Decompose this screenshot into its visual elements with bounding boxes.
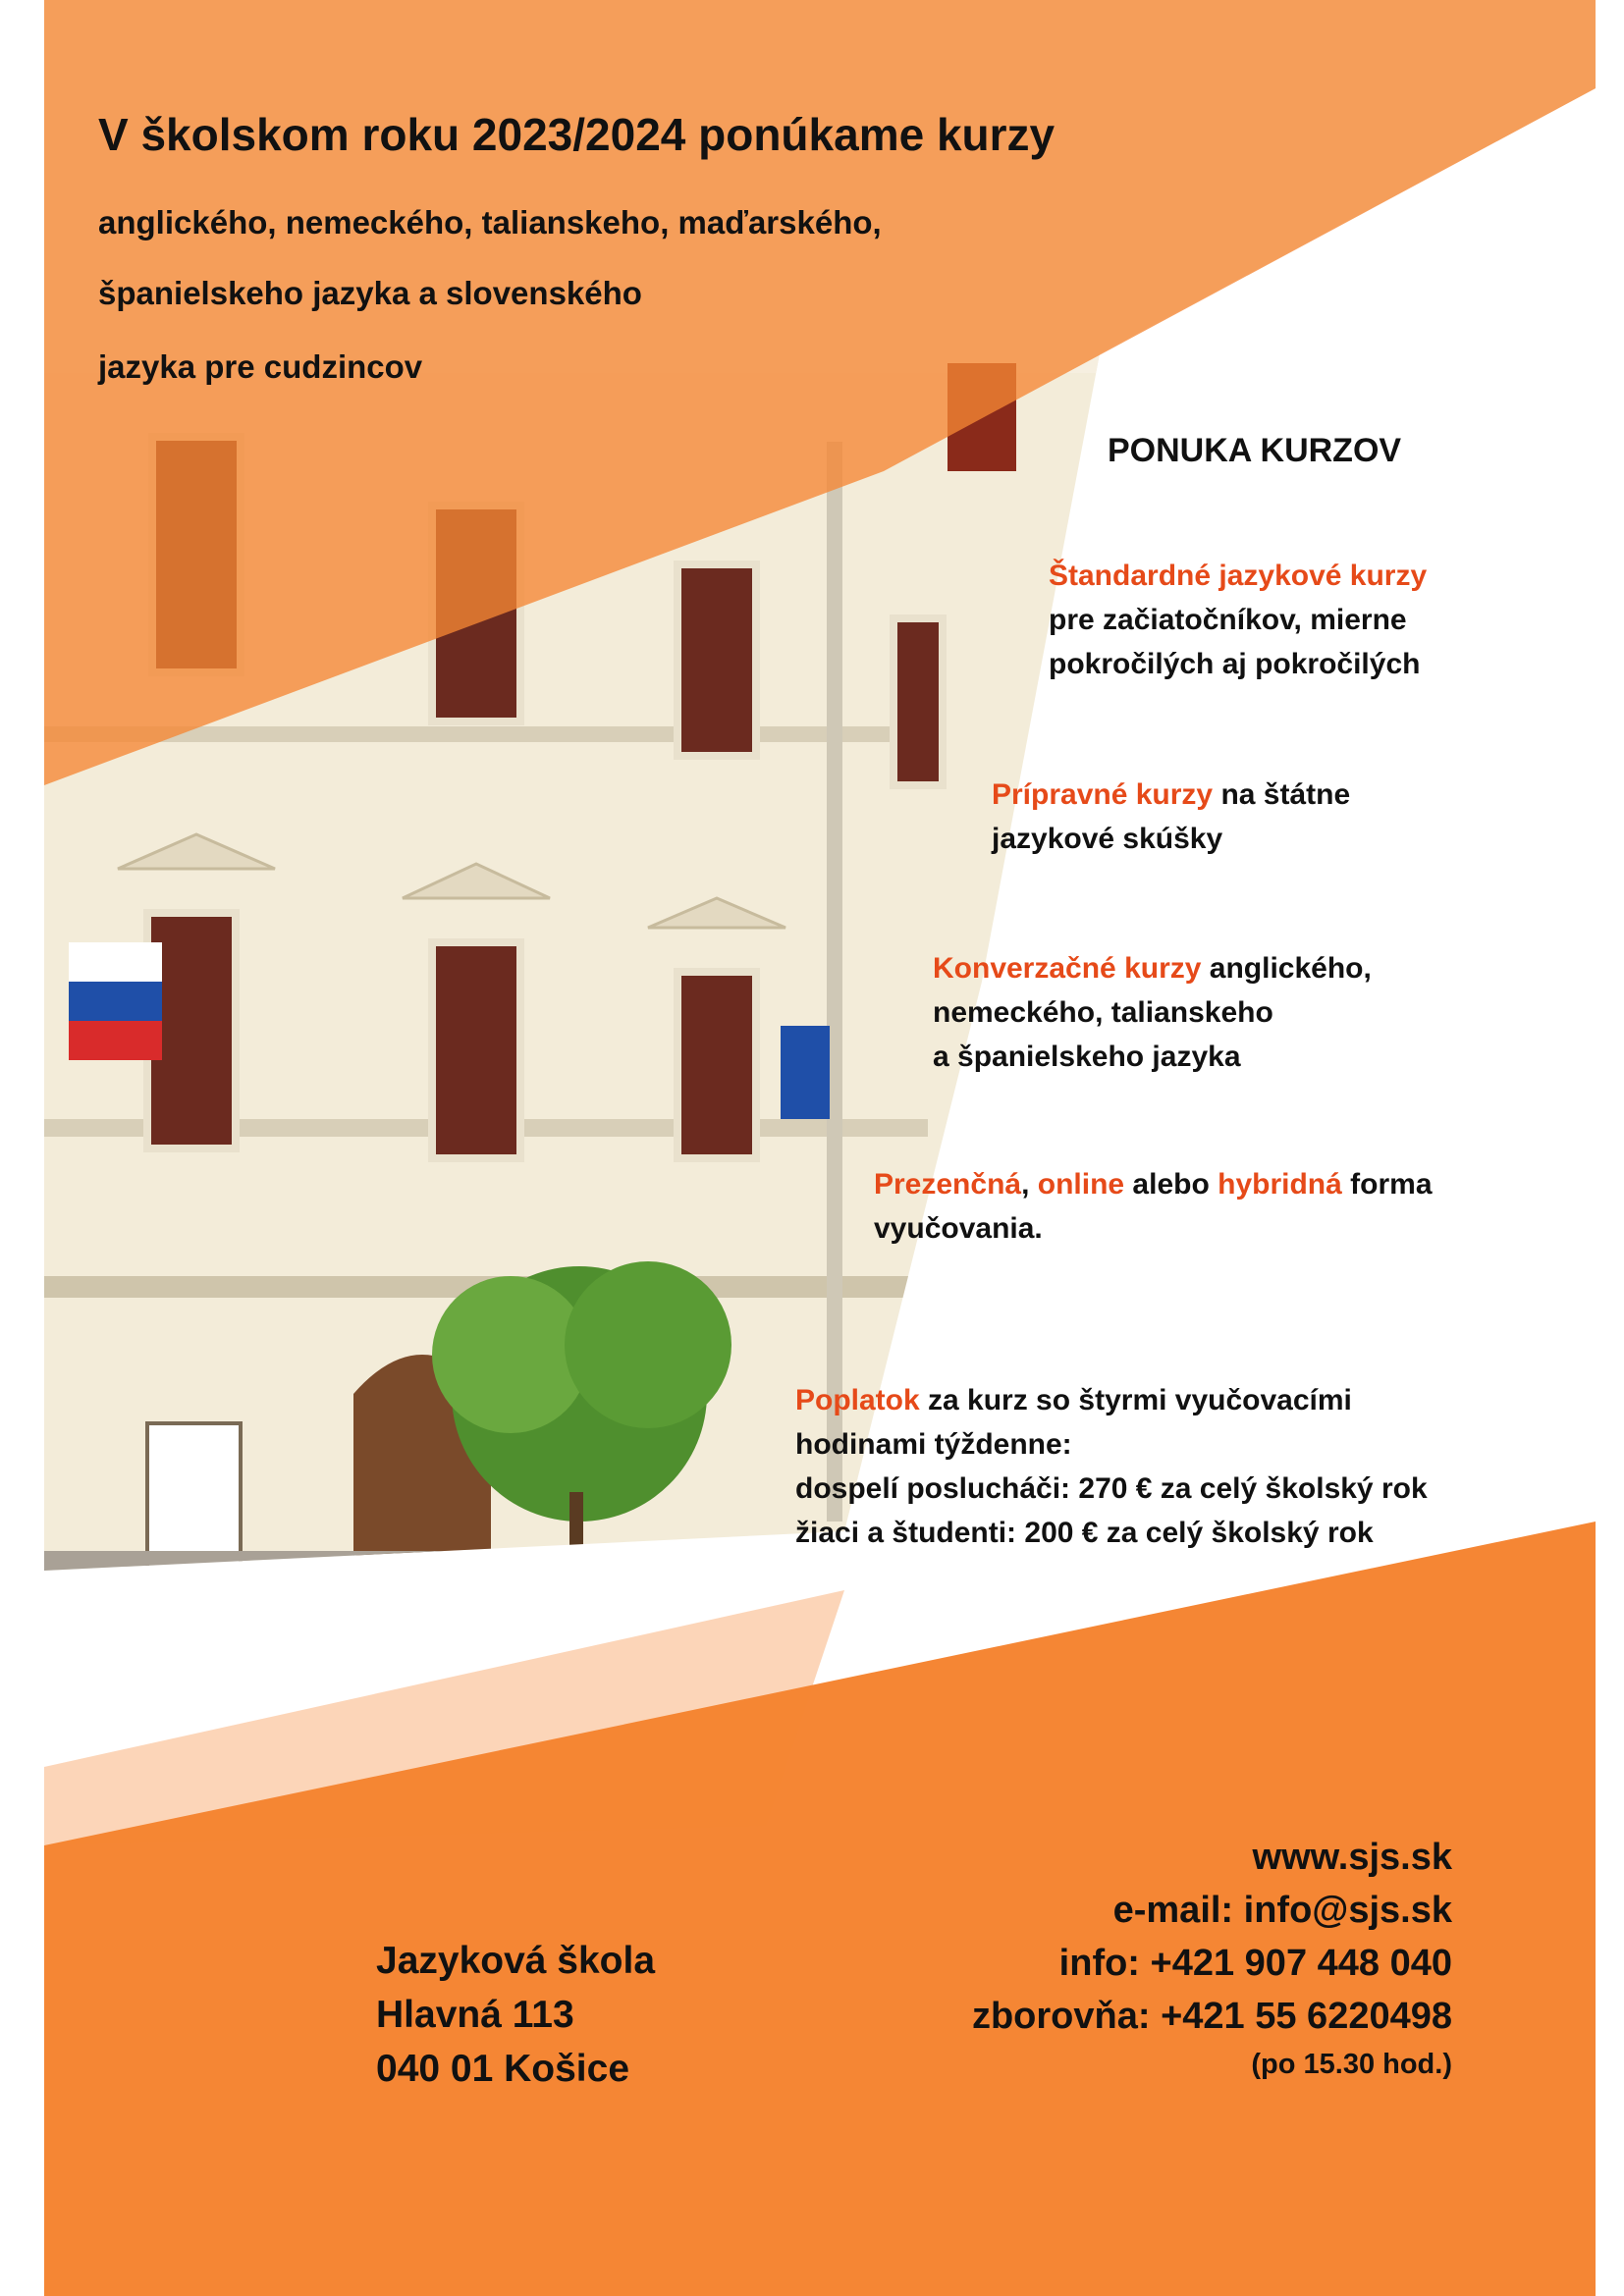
conversation-courses-rest: anglického, bbox=[1201, 952, 1372, 985]
standard-courses-title: Štandardné jazykové kurzy bbox=[1049, 560, 1428, 592]
languages-line-3: jazyka pre cudzincov bbox=[98, 348, 423, 385]
prep-courses-line-1 bbox=[992, 774, 1350, 817]
offer-heading: PONUKA KURZOV bbox=[1108, 432, 1402, 469]
languages-line-1: anglického, nemeckého, talianskeho, maďarského, bbox=[98, 204, 882, 240]
fee-line-2: hodinami týždenne: bbox=[795, 1428, 1072, 1461]
conversation-courses-line-1 bbox=[933, 947, 1372, 990]
form-online: online bbox=[1037, 1168, 1125, 1201]
fee-line-1 bbox=[795, 1379, 1352, 1422]
fee-rest: za kurz so štyrmi vyučovacími bbox=[919, 1384, 1352, 1416]
standard-courses-line-1: pre začiatočníkov, mierne bbox=[1049, 604, 1407, 636]
forms-sep-1: , bbox=[1021, 1168, 1038, 1201]
headline: V školskom roku 2023/2024 ponúkame kurzy bbox=[98, 109, 1056, 160]
fee-students: žiaci a študenti: 200 € za celý školský rok bbox=[795, 1517, 1374, 1549]
staffroom-phone[interactable]: zborovňa: +421 55 6220498 bbox=[971, 1996, 1452, 2037]
school-city: 040 01 Košice bbox=[376, 2048, 630, 2090]
staffroom-hours-note: (po 15.30 hod.) bbox=[1251, 2049, 1452, 2080]
conversation-courses-line-3: a španielskeho jazyka bbox=[933, 1041, 1241, 1073]
conversation-courses-title: Konverzačné kurzy bbox=[933, 952, 1202, 985]
forms-rest: forma bbox=[1341, 1168, 1433, 1201]
email-link[interactable]: e-mail: info@sjs.sk bbox=[1112, 1890, 1452, 1931]
fee-adults: dospelí poslucháči: 270 € za celý školský rok bbox=[795, 1472, 1428, 1505]
info-phone[interactable]: info: +421 907 448 040 bbox=[1058, 1943, 1452, 1984]
teaching-forms-line-2: vyučovania. bbox=[874, 1212, 1043, 1245]
website-link[interactable]: www.sjs.sk bbox=[1252, 1837, 1452, 1878]
school-name: Jazyková škola bbox=[376, 1940, 656, 1982]
prep-courses-rest: na štátne bbox=[1213, 778, 1351, 811]
forms-sep-2: alebo bbox=[1124, 1168, 1218, 1201]
form-hybrid: hybridná bbox=[1218, 1168, 1342, 1201]
prep-courses-title: Prípravné kurzy bbox=[992, 778, 1214, 811]
school-street: Hlavná 113 bbox=[376, 1994, 574, 2036]
fee-title: Poplatok bbox=[795, 1384, 920, 1416]
contact-block bbox=[765, 1831, 1452, 2081]
standard-courses-line-2: pokročilých aj pokročilých bbox=[1049, 648, 1421, 680]
languages-line-2: španielskeho jazyka a slovenského bbox=[98, 275, 642, 311]
teaching-forms-line-1 bbox=[874, 1163, 1433, 1206]
form-in-person: Prezenčná bbox=[874, 1168, 1022, 1201]
prep-courses-line-2: jazykové skúšky bbox=[992, 823, 1223, 855]
conversation-courses-line-2: nemeckého, talianskeho bbox=[933, 996, 1273, 1029]
